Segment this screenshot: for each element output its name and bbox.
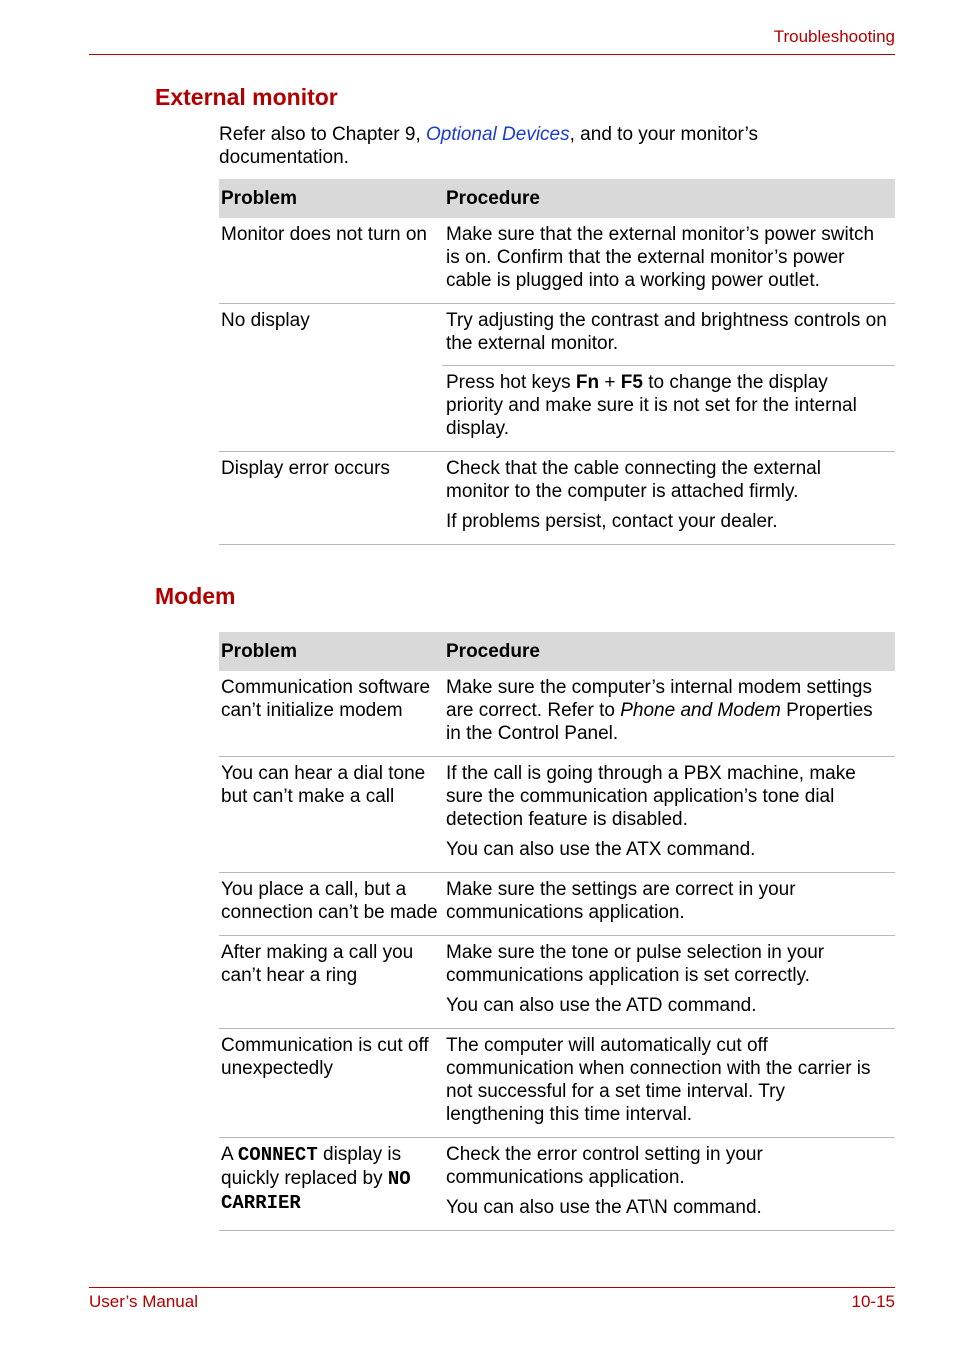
footer-page-number: 10-15 <box>851 1292 895 1311</box>
table-row <box>219 873 895 936</box>
problem-text: A <box>221 1144 238 1165</box>
col-header-procedure: Procedure <box>442 179 895 218</box>
procedure-cell <box>442 671 895 757</box>
table-row <box>219 671 895 757</box>
problem-cell: Communication software can’t initialize modem <box>219 671 442 757</box>
problem-cell: You place a call, but a connection can’t be made <box>219 873 442 936</box>
problem-text: display is quickly replaced by <box>221 1144 402 1189</box>
code-connect: CONNECT <box>237 1144 318 1166</box>
procedure-step: You can also use the ATX command. <box>446 839 756 860</box>
footer-manual-title: User’s Manual <box>89 1292 198 1311</box>
col-header-problem: Problem <box>219 179 442 218</box>
col-header-problem: Problem <box>219 632 442 671</box>
problem-cell: You can hear a dial tone but can’t make a call <box>219 757 442 873</box>
footer-rule <box>89 1287 895 1288</box>
procedure-text: Make sure the computer’s internal modem settings are correct. Refer to <box>446 677 872 721</box>
table-row <box>219 218 895 304</box>
procedure-step: Try adjusting the contrast and brightness controls on the external monitor. <box>446 310 887 354</box>
external-monitor-table <box>219 179 895 545</box>
key-f5: F5 <box>620 372 643 393</box>
procedure-cell <box>442 452 895 545</box>
plus-sign: + <box>599 372 621 393</box>
problem-cell: Display error occurs <box>219 452 442 545</box>
table-row <box>219 757 895 873</box>
procedure-step <box>442 365 895 440</box>
header-rule <box>89 54 895 55</box>
table-header-row <box>219 632 895 671</box>
section-title-external-monitor: External monitor <box>155 84 338 110</box>
procedure-cell: The computer will automatically cut off communication when connection with the carrier is not successful for a set time interval. Try lengthening this time interval. <box>442 1029 895 1138</box>
intro-prefix: Refer also to Chapter 9, <box>219 124 426 145</box>
procedure-text: to change the display priority and make sure it is not set for the internal display. <box>446 372 857 439</box>
modem-table <box>219 632 895 1231</box>
table-row <box>219 452 895 545</box>
col-header-procedure: Procedure <box>442 632 895 671</box>
procedure-cell: Make sure the settings are correct in your communications application. <box>442 873 895 936</box>
table-row <box>219 1138 895 1231</box>
intro-paragraph <box>219 123 879 169</box>
procedure-step: If the call is going through a PBX machine, make sure the communication application’s tone dial detection feature is disabled. <box>446 763 856 830</box>
procedure-cell <box>442 757 895 873</box>
optional-devices-link[interactable]: Optional Devices <box>426 124 570 145</box>
running-header: Troubleshooting <box>773 27 895 46</box>
problem-cell: After making a call you can’t hear a ring <box>219 936 442 1029</box>
procedure-step: Make sure the tone or pulse selection in your communications application is set correctly. <box>446 942 825 986</box>
procedure-step: Check that the cable connecting the external monitor to the computer is attached firmly. <box>446 458 821 502</box>
procedure-step: You can also use the ATD command. <box>446 995 757 1016</box>
problem-cell: No display <box>219 304 442 452</box>
procedure-text: Properties in the Control Panel. <box>446 700 873 744</box>
section-title-modem: Modem <box>155 583 236 609</box>
procedure-text: Press hot keys <box>446 372 576 393</box>
procedure-cell <box>442 304 895 452</box>
table-row <box>219 304 895 452</box>
problem-cell: Monitor does not turn on <box>219 218 442 304</box>
code-no-carrier: NO CARRIER <box>221 1168 411 1214</box>
table-header-row <box>219 179 895 218</box>
key-fn: Fn <box>575 372 600 393</box>
intro-suffix: , and to your monitor’s documentation. <box>219 124 758 168</box>
problem-cell <box>219 1138 442 1231</box>
procedure-step: You can also use the AT\N command. <box>446 1197 762 1218</box>
procedure-cell <box>442 936 895 1029</box>
table-row <box>219 1029 895 1138</box>
problem-cell: Communication is cut off unexpectedly <box>219 1029 442 1138</box>
procedure-step: Check the error control setting in your communications application. <box>446 1144 763 1188</box>
table-row <box>219 936 895 1029</box>
procedure-cell <box>442 1138 895 1231</box>
procedure-cell: Make sure that the external monitor’s power switch is on. Confirm that the external monitor’s power cable is plugged into a working power outlet. <box>442 218 895 304</box>
procedure-italic: Phone and Modem <box>620 700 781 721</box>
procedure-step: If problems persist, contact your dealer. <box>446 511 778 532</box>
